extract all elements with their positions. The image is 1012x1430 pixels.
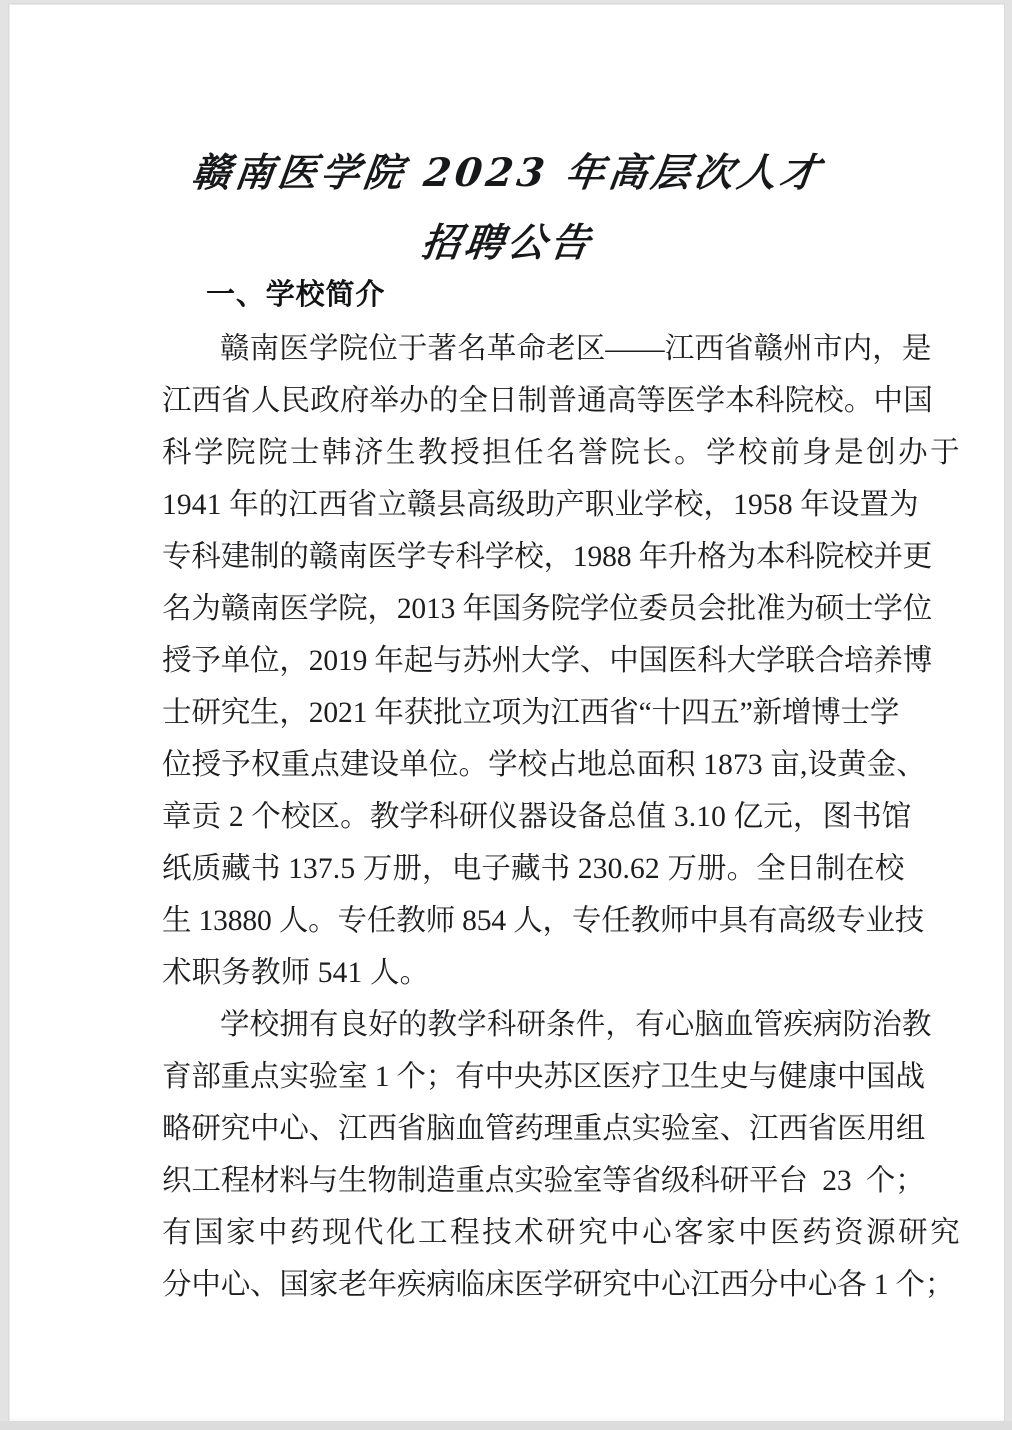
backdrop-bottom-strip (0, 1421, 1012, 1430)
body-line: 1941 年的江西省立赣县高级助产职业学校，1958 年设置为 (162, 489, 919, 521)
body-line: 术职务教师 541 人。 (162, 957, 430, 989)
body-line: 江西省人民政府举办的全日制普通高等医学本科院校。中国 (162, 385, 933, 417)
body-line: 生 13880 人。专任教师 854 人，专任教师中具有高级专业技 (162, 905, 925, 937)
body-line: 纸质藏书 137.5 万册，电子藏书 230.62 万册。全日制在校 (162, 853, 905, 885)
body-line: 授予单位，2019 年起与苏州大学、中国医科大学联合培养博 (162, 645, 933, 677)
body-line: 士研究生，2021 年获批立项为江西省“十四五”新增博士学 (162, 697, 900, 729)
page-content-area (10, 5, 1004, 1421)
body-line: 章贡 2 个校区。教学科研仪器设备总值 3.10 亿元，图书馆 (162, 801, 912, 833)
body-line: 科学院院士韩济生教授担任名誉院长。学校前身是创办于 (162, 437, 963, 469)
body-line: 学校拥有良好的教学科研条件，有心脑血管疾病防治教 (220, 1009, 932, 1041)
body-line: 专科建制的赣南医学专科学校，1988 年升格为本科院校并更 (162, 541, 933, 573)
body-line: 名为赣南医学院，2013 年国务院学位委员会批准为硕士学位 (162, 593, 933, 625)
body-text-block (162, 323, 963, 1311)
body-line: 位授予权重点建设单位。学校占地总面积 1873 亩,设黄金、 (162, 749, 927, 781)
document-page (9, 4, 1004, 1421)
document-title-line-2: 招聘公告 (418, 220, 597, 266)
body-line: 分中心、国家老年疾病临床医学研究中心江西分中心各 1 个； (162, 1269, 955, 1301)
body-line: 赣南医学院位于著名革命老区——江西省赣州市内，是 (220, 333, 932, 365)
body-line: 育部重点实验室 1 个；有中央苏区医疗卫生史与健康中国战 (162, 1061, 925, 1093)
body-line: 略研究中心、江西省脑血管药理重点实验室、江西省医用组 (162, 1113, 926, 1145)
document-title-line-1: 赣南医学院 2023 年高层次人才 (189, 150, 826, 196)
body-line: 有国家中药现代化工程技术研究中心客家中医药资源研究 (162, 1217, 963, 1249)
section-heading-school-intro: 一、学校简介 (206, 279, 386, 311)
body-line: 织工程材料与生物制造重点实验室等省级科研平台 23 个； (162, 1165, 925, 1197)
